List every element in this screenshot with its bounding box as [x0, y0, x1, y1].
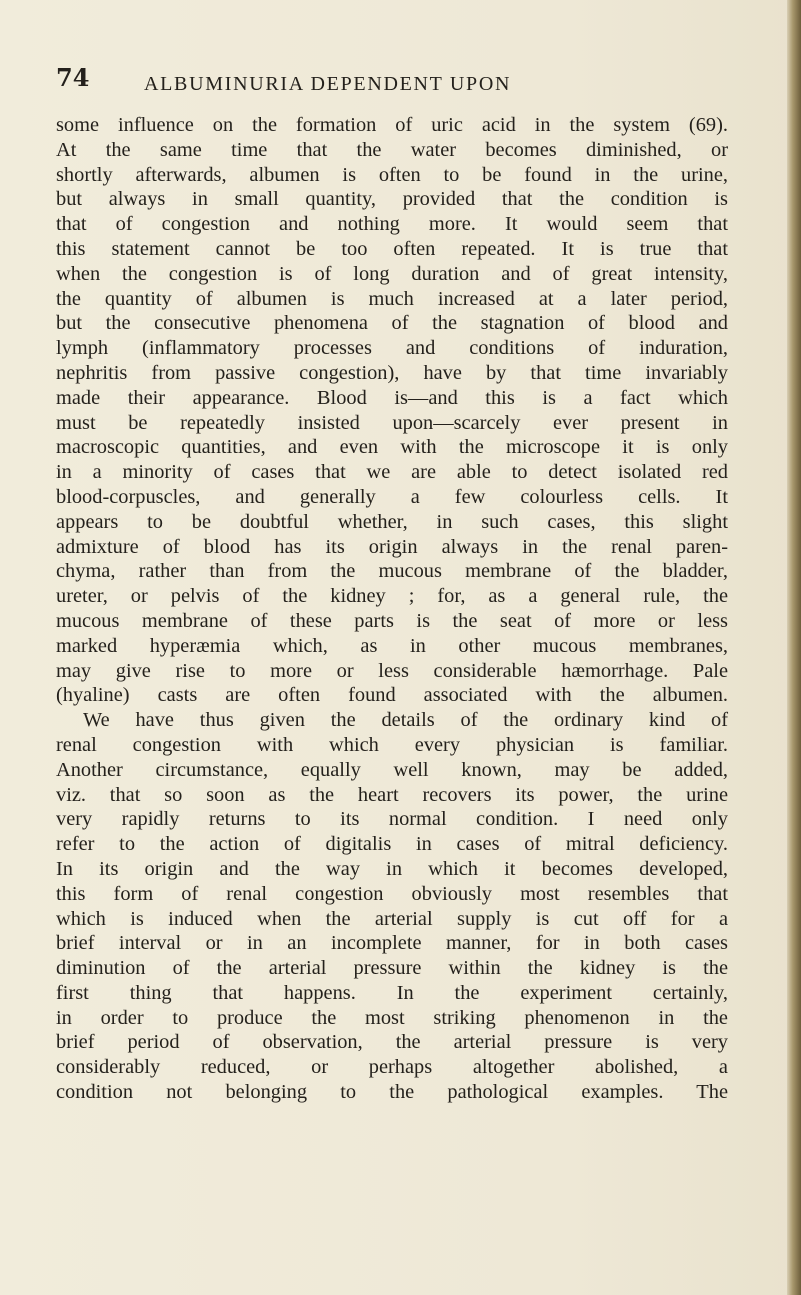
text-line: brief period of observation, the arterial pressure is very [56, 1031, 728, 1054]
text-line: lymph (inflammatory processes and conditions of induration, [56, 337, 728, 360]
text-line: considerably reduced, or perhaps altogether abolished, a [56, 1056, 728, 1079]
text-line: mucous membrane of these parts is the seat of more or less [56, 609, 728, 632]
text-line: first thing that happens. In the experiment certainly, [56, 981, 728, 1004]
text-line: that of congestion and nothing more. It would seem that [56, 213, 728, 236]
text-line: this form of renal congestion obviously most resembles that [56, 882, 728, 905]
text-line: Another circumstance, equally well known, may be added, [56, 758, 728, 781]
text-line: At the same time that the water becomes diminished, or [56, 138, 728, 161]
text-line: macroscopic quantities, and even with the microscope it is only [56, 436, 728, 459]
page-number: 74 [56, 63, 90, 92]
body-text [56, 113, 728, 1105]
text-line: made their appearance. Blood is—and this is a fact which [56, 386, 728, 409]
text-line: brief interval or in an incomplete manner, for in both cases [56, 932, 728, 955]
running-head: ALBUMINURIA DEPENDENT UPON [144, 73, 512, 95]
text-line: admixture of blood has its origin always in the renal paren- [56, 535, 728, 558]
text-line: but the consecutive phenomena of the stagnation of blood and [56, 312, 728, 335]
text-line: diminution of the arterial pressure within the kidney is the [56, 957, 728, 980]
text-line: blood-corpuscles, and generally a few colourless cells. It [56, 485, 728, 508]
text-line: marked hyperæmia which, as in other mucous membranes, [56, 634, 728, 657]
text-line: in order to produce the most striking phenomenon in the [56, 1006, 728, 1029]
text-line: this statement cannot be too often repeated. It is true that [56, 237, 728, 260]
text-line: (hyaline) casts are often found associated with the albumen. [56, 684, 728, 707]
page-edge-shadow [787, 0, 801, 1295]
text-line: We have thus given the details of the ordinary kind of [83, 709, 728, 732]
text-line: which is induced when the arterial supply is cut off for a [56, 907, 728, 930]
text-line: in a minority of cases that we are able to detect isolated red [56, 461, 728, 484]
text-line: refer to the action of digitalis in cases of mitral deficiency. [56, 833, 728, 856]
text-line: some influence on the formation of uric acid in the system (69). [56, 114, 728, 136]
text-line: shortly afterwards, albumen is often to be found in the urine, [56, 163, 728, 186]
text-line: viz. that so soon as the heart recovers its power, the urine [56, 783, 728, 806]
text-line: when the congestion is of long duration and of great intensity, [56, 262, 728, 285]
text-line: very rapidly returns to its normal condition. I need only [56, 808, 728, 831]
text-line: renal congestion with which every physician is familiar. [56, 733, 728, 756]
text-line: chyma, rather than from the mucous membrane of the bladder, [56, 560, 728, 583]
text-line: appears to be doubtful whether, in such cases, this slight [56, 510, 728, 533]
text-line: nephritis from passive congestion), have by that time invariably [56, 361, 728, 384]
text-line: condition not belonging to the pathological examples. The [56, 1081, 728, 1104]
page-header [56, 63, 726, 97]
text-line: the quantity of albumen is much increased at a later period, [56, 287, 728, 310]
text-line: In its origin and the way in which it becomes developed, [56, 857, 728, 880]
text-line: but always in small quantity, provided that the condition is [56, 188, 728, 211]
text-line: must be repeatedly insisted upon—scarcely ever present in [56, 411, 728, 434]
text-line: ureter, or pelvis of the kidney ; for, as a general rule, the [56, 585, 728, 608]
text-line: may give rise to more or less considerable hæmorrhage. Pale [56, 659, 728, 682]
